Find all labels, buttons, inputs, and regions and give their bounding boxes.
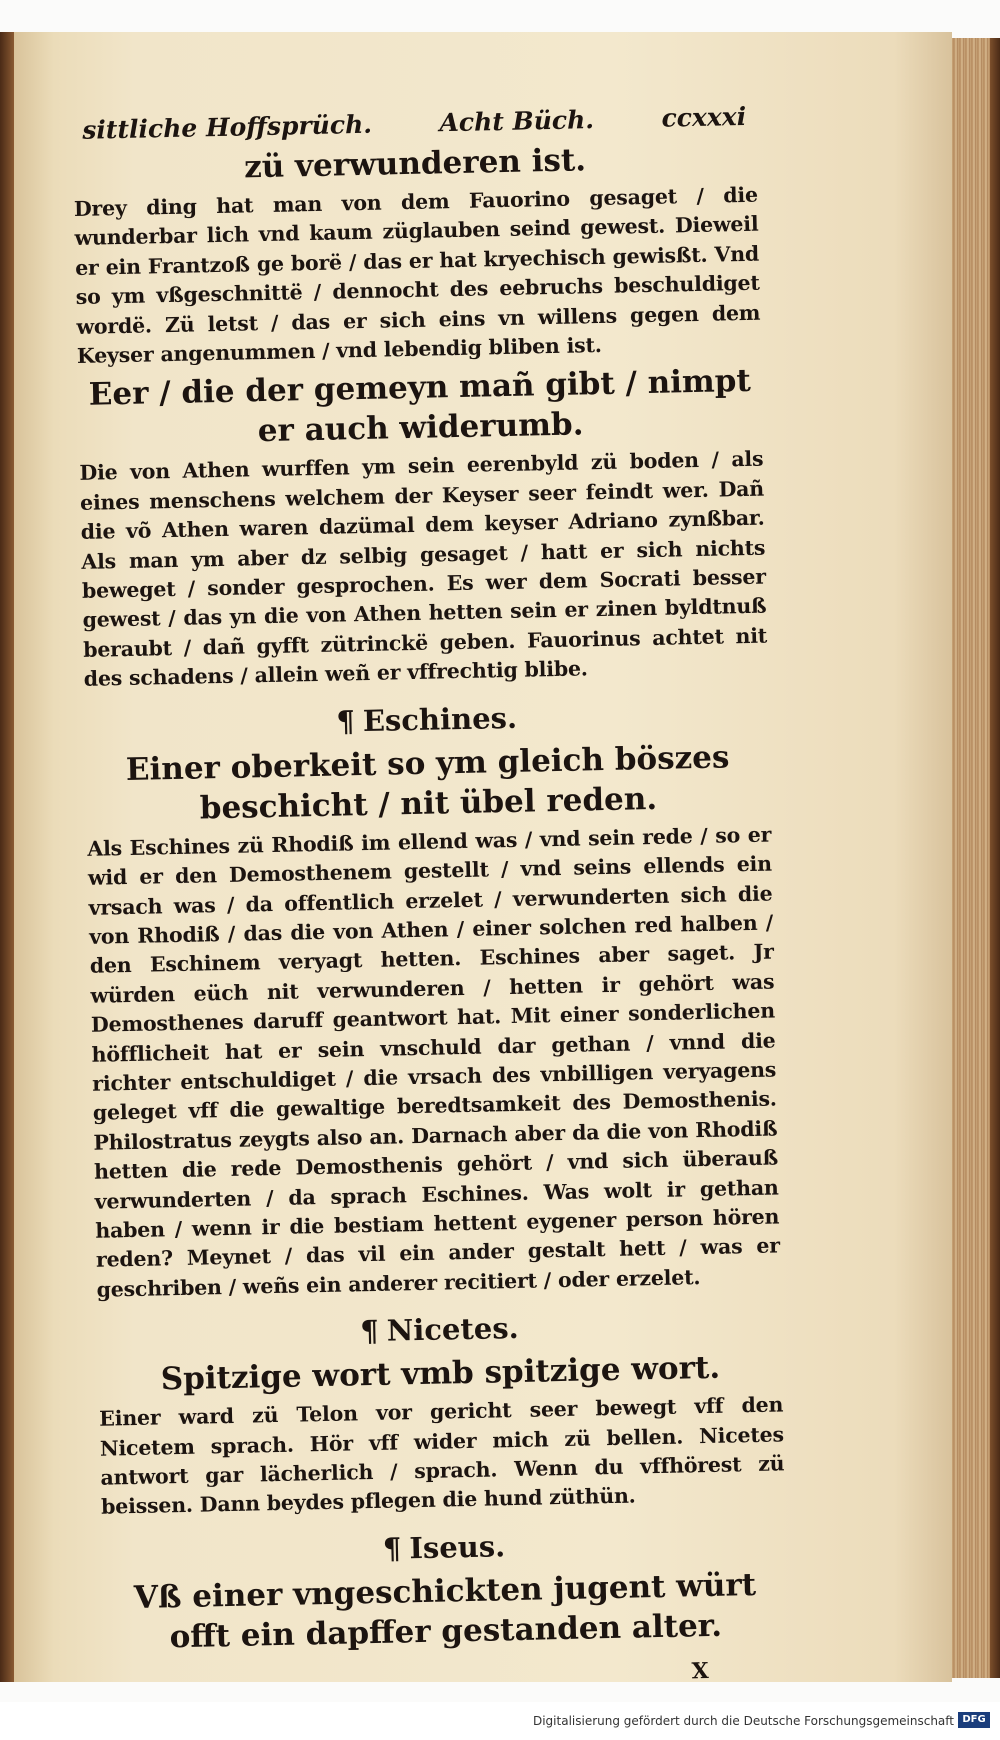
running-head-left: sittliche Hoffsprüch. [81,109,373,145]
page-edges [952,38,1000,1678]
paragraph: Einer ward zü Telon vor gericht seer bewegt vff den Nicetem sprach. Hör vff wider mich zü bellen. Nicetes antwort gar lächerlich / sprach. Wenn du vffhörest zü beissen. Dann beydes pflegen die hund züthün. [99,1392,785,1520]
signature-mark: X [691,1657,709,1685]
heading: Eer / die der gemeyn mañ gibt / nimpt er auch widerumb. [88,363,752,450]
book-scan [0,32,1000,1685]
running-head-center: Acht Büch. [439,105,595,138]
section-name-label: Eschines. [362,700,518,738]
section-name-label: Nicetes. [386,1311,520,1348]
text-block [72,102,789,1697]
footer-credit: Digitalisierung gefördert durch die Deutsche Forschungsgemeinschaft [532,1714,954,1728]
folio-number: ccxxxi [661,101,747,133]
heading: Spitzige wort vmb spitzige wort. [160,1349,721,1398]
pilcrow-icon: ¶ [359,1314,380,1349]
book-cover-left [0,32,14,1682]
heading: zü verwunderen ist. [243,142,587,186]
paragraph: Als Eschines zü Rhodiß im ellend was / vnd sein rede / so er wid er den Demosthenem gestellt / vnd seins ellends ein vrsach was / da offentlich erzelet / verwunderten sich die von Rhodiß / das die von Athen / einer solchen red halben / den Eschinem veryagt hetten. Eschines aber saget. Jr würden eüch nit verwunderen / hetten ir gehört was Demosthenes daruff geantwort hat. Mit einer sonderlichen höfflicheit hat er sein vnschuld dar gethan / vnnd die richter entschuldiget / die vrsach des vnbilligen veryagens geleget vff die gewaltige beredtsamkeit des Demosthenis. Philostratus zeygts also an. Darnach aber da die von Rhodiß hetten die rede Demosthenis gehört / vnd sich überauß verwunderten / da sprach Eschines. Was wolt ir gethan haben / wenn ir die bestiam hettent eygener person hören reden? Meynet / das vil ein ander gestalt hett / was er geschriben / weñs ein anderer recitiert / oder erzelet. [87,822,781,1302]
pilcrow-icon: ¶ [336,703,356,739]
heading: Einer oberkeit so ym gleich böszes beschicht / nit übel reden. [125,739,730,827]
paragraph: Drey ding hat man von dem Fauorino gesaget / die wunderbar lich vnd kaum züglauben seind gewest. Dieweil er ein Frantzoß ge borë / das er hat kryechisch gewisßt. Vnd so ym vßgeschnittë / dennocht des eebruchs beschuldiget wordë. Zü letst / das er sich eins vn willens gegen dem Keyser angenummen / vnd lebendig bliben ist. [73,182,761,368]
pilcrow-icon: ¶ [382,1531,402,1566]
heading: Vß einer vngeschickten jugent würt offt ein dapffer gestanden alter. [133,1566,757,1656]
paragraph: Die von Athen wurffen ym sein eerenbyld zü boden / als eines menschens welchem der Keyser seer feindt wer. Dañ die võ Athen waren dazümal dem keyser Adriano zynßbar. Als man ym aber dz selbig gesaget / hatt er sich nichts beweget / sonder gesprochen. Es wer dem Socrati besser gewest / das yn die von Athen hetten sein er zinen byldtnuß beraubt / dañ gyfft zütrinckë geben. Fauorinus achtet nit des schadens / allein weñ er vffrechtig blibe. [79,447,768,692]
section-name-label: Iseus. [409,1529,506,1566]
dfg-logo-icon: DFG [958,1712,990,1728]
footer [0,1702,1000,1740]
